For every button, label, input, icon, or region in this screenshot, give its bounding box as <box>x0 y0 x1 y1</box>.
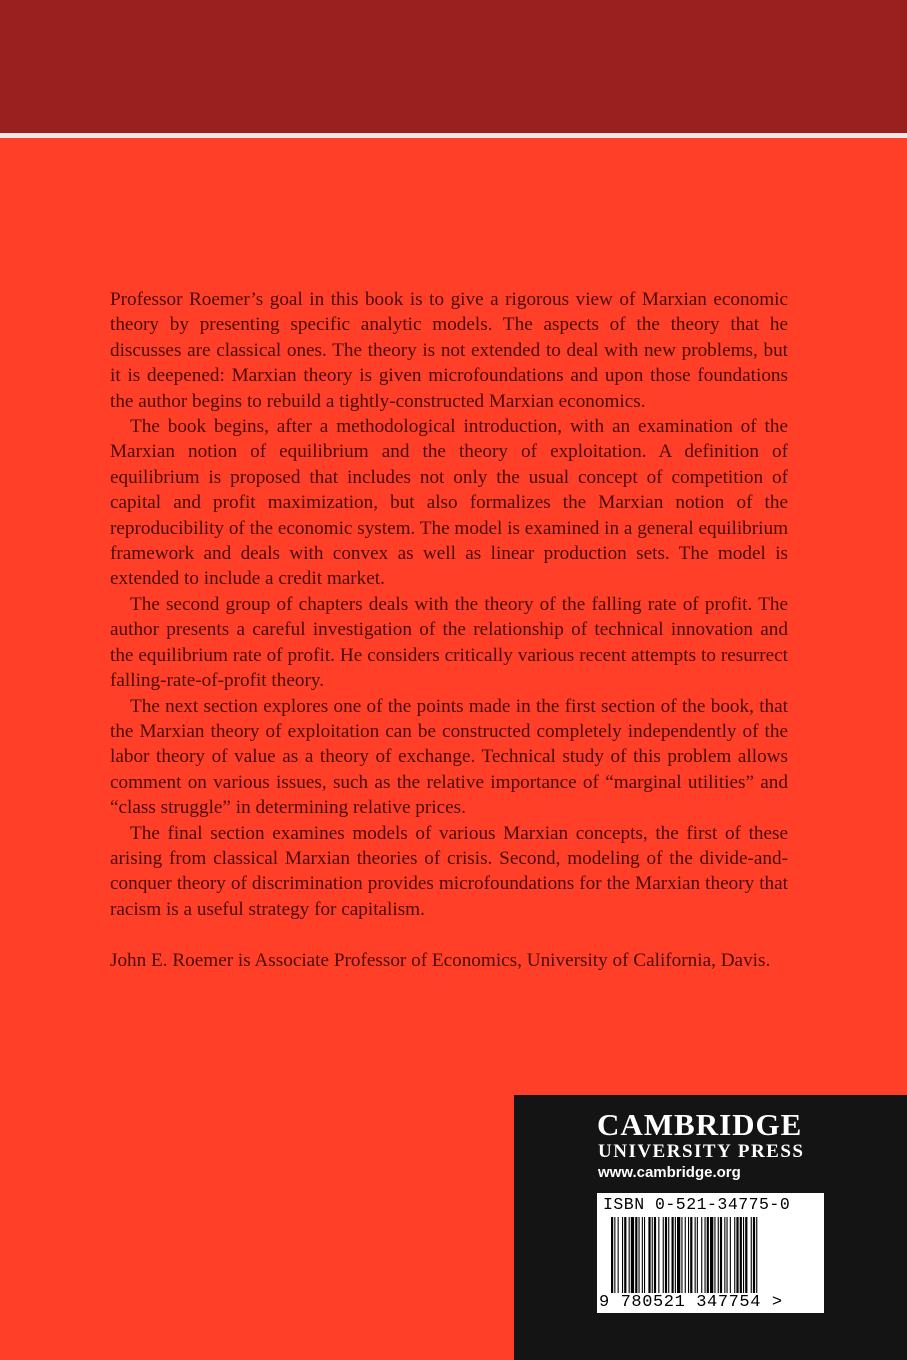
author-bio: John E. Roemer is Associate Professor of Economics, University of California, Davis. <box>110 950 771 972</box>
barcode-bar <box>654 1217 656 1297</box>
barcode-bar <box>724 1217 725 1297</box>
description-paragraph-1: Professor Roemer’s goal in this book is to give a rigorous view of Marxian economic theory by presenting specific analytic models. The aspects of the theory that he discusses are classical ones. The theory is not extended to deal with new problems, but it is deepened: Marxian theory is given microfoundations and upon those foundations the author begins to rebuild a tightly-constructed Marxian economics. <box>110 289 788 412</box>
top-color-band <box>0 0 907 133</box>
barcode-bar <box>745 1217 747 1297</box>
barcode-bar <box>631 1217 634 1297</box>
barcode-bar <box>701 1217 702 1297</box>
barcode-bar <box>639 1217 640 1297</box>
barcode-bar <box>622 1217 623 1297</box>
barcode-bar <box>751 1217 752 1297</box>
publisher-url: www.cambridge.org <box>598 1164 741 1181</box>
barcode-bar <box>642 1217 643 1297</box>
barcode-bar <box>668 1217 669 1297</box>
barcode-bar <box>718 1217 719 1297</box>
barcode-bar <box>618 1217 619 1297</box>
barcode-bar <box>672 1217 674 1297</box>
barcode-bar <box>710 1217 713 1297</box>
isbn-label: ISBN 0-521-34775-0 <box>603 1195 791 1214</box>
barcode-bar <box>753 1217 755 1297</box>
description-paragraph-4: The next section explores one of the points made in the first section of the book, that the Marxian theory of exploitation can be constructed completely independently of the labor theory of value as a theory of exchange. Technical study of this problem allows comment on various issues, such as the relative importance of “marginal utilities” and “class struggle” in determining relative prices. <box>110 695 788 819</box>
back-cover-copy <box>110 287 788 974</box>
barcode-bar <box>644 1217 645 1297</box>
description-paragraph-5: The final section examines models of various Marxian concepts, the first of these arising from classical Marxian theories of crisis. Second, modeling of the divide-and-conquer theory of discrimination provides microfoundations for the Marxian theory that racism is a useful strategy for capitalism. <box>110 822 788 920</box>
barcode-bar <box>675 1217 676 1297</box>
barcode-bar <box>677 1217 680 1297</box>
barcode-bar <box>695 1217 696 1297</box>
barcode-bar <box>734 1217 735 1297</box>
barcode-bar <box>697 1217 698 1297</box>
barcode-bar <box>740 1217 742 1297</box>
barcode-bar <box>720 1217 722 1297</box>
barcode-bar <box>736 1217 738 1297</box>
barcode-bar <box>629 1217 630 1297</box>
description-paragraph-2: The book begins, after a methodological introduction, with an examination of the Marxian notion of equilibrium and the theory of exploitation. A definition of equilibrium is proposed that includes not only the usual concept of competition of capital and profit maximization, but also formalizes the Marxian notion of the reproducibility of the economic system. The model is examined in a general equilibrium framework and deals with convex as well as linear production sets. The model is extended to include a credit market. <box>110 416 788 590</box>
top-divider-rule <box>0 133 907 138</box>
barcode-bar <box>658 1217 659 1297</box>
barcode-bar <box>743 1217 744 1297</box>
barcode-bar <box>663 1217 664 1297</box>
description-paragraph-3: The second group of chapters deals with the theory of the falling rate of profit. The author presents a careful investigation of the relationship of technical innovation and the equilibrium rate of profit. He considers critically various recent attempts to resurrect falling-rate-of-profit theory. <box>110 593 788 692</box>
barcode-bar <box>648 1217 650 1297</box>
barcode-bar <box>652 1217 653 1297</box>
barcode-bar <box>635 1217 637 1297</box>
barcode-bar <box>707 1217 709 1297</box>
barcode-bar <box>685 1217 686 1297</box>
barcode-bar <box>714 1217 715 1297</box>
barcode-panel <box>597 1193 824 1313</box>
barcode-bar <box>690 1217 692 1297</box>
barcode-bar <box>730 1217 731 1297</box>
barcode-bar <box>681 1217 682 1297</box>
barcode-bar <box>665 1217 667 1297</box>
barcode-bar <box>705 1217 706 1297</box>
ean-digits: 9 780521 347754 > <box>599 1293 783 1312</box>
barcode-bar <box>727 1217 728 1297</box>
publisher-logo-name: CAMBRIDGE <box>597 1107 803 1142</box>
barcode-bar <box>624 1217 626 1297</box>
publisher-logo-subtitle: UNIVERSITY PRESS <box>598 1141 805 1162</box>
publisher-block <box>514 1095 907 1360</box>
